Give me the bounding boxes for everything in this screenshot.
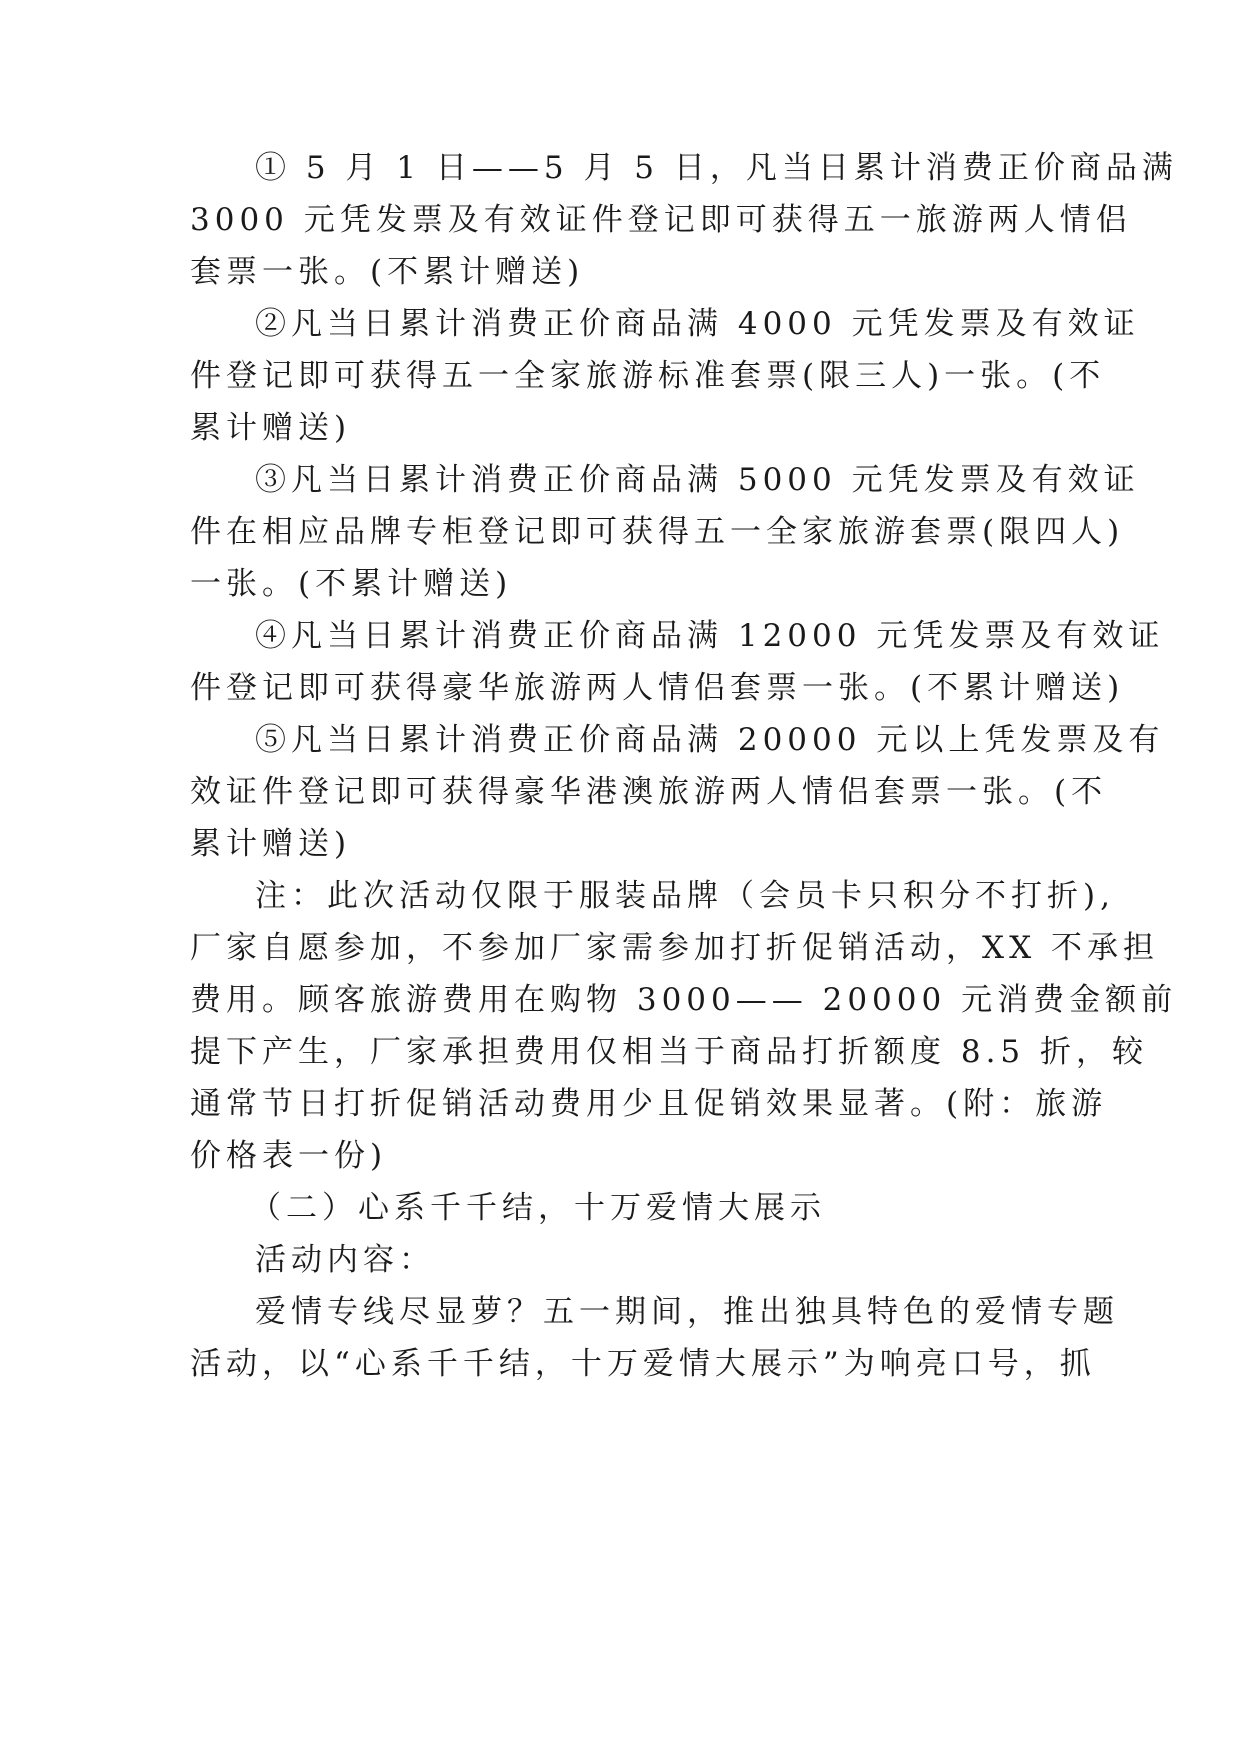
text-line: 套票一张。(不累计赠送) [190, 254, 585, 290]
text-line: ③凡当日累计消费正价商品满 5000 元凭发票及有效证 [255, 462, 1140, 498]
text-line: 件在相应品牌专柜登记即可获得五一全家旅游套票(限四人) [190, 514, 1125, 550]
text-line: 累计赠送) [190, 410, 352, 446]
text-line: ④凡当日累计消费正价商品满 12000 元凭发票及有效证 [255, 618, 1165, 654]
text-line: 注：此次活动仅限于服装品牌（会员卡只积分不打折), [255, 878, 1115, 914]
text-line: 3000 元凭发票及有效证件登记即可获得五一旅游两人情侣 [190, 202, 1132, 238]
text-line: 厂家自愿参加，不参加厂家需参加打折促销活动，XX 不承担 [190, 930, 1159, 966]
text-line: 一张。(不累计赠送) [190, 566, 513, 602]
text-line: 件登记即可获得豪华旅游两人情侣套票一张。(不累计赠送) [190, 670, 1125, 706]
text-line: 费用。顾客旅游费用在购物 3000—— 20000 元消费金额前 [190, 982, 1178, 1018]
text-line: 件登记即可获得五一全家旅游标准套票(限三人)一张。(不 [190, 358, 1106, 394]
text-line: 价格表一份) [190, 1138, 388, 1174]
text-line: 累计赠送) [190, 826, 352, 862]
text-line: ⑤凡当日累计消费正价商品满 20000 元以上凭发票及有 [255, 722, 1165, 758]
text-line: 活动内容： [255, 1242, 435, 1278]
text-line: 通常节日打折促销活动费用少且促销效果显著。(附：旅游 [190, 1086, 1108, 1122]
text-line: ②凡当日累计消费正价商品满 4000 元凭发票及有效证 [255, 306, 1140, 342]
text-line: 活动，以“心系千千结，十万爱情大展示”为响亮口号，抓 [190, 1346, 1096, 1382]
text-line: 提下产生，厂家承担费用仅相当于商品打折额度 8.5 折，较 [190, 1034, 1149, 1070]
section-heading: （二）心系千千结，十万爱情大展示 [250, 1190, 826, 1226]
text-line: 爱情专线尽显萝？五一期间，推出独具特色的爱情专题 [255, 1294, 1119, 1330]
text-line: 效证件登记即可获得豪华港澳旅游两人情侣套票一张。(不 [190, 774, 1108, 810]
text-line: ① 5 月 1 日——5 月 5 日，凡当日累计消费正价商品满 [255, 150, 1178, 186]
